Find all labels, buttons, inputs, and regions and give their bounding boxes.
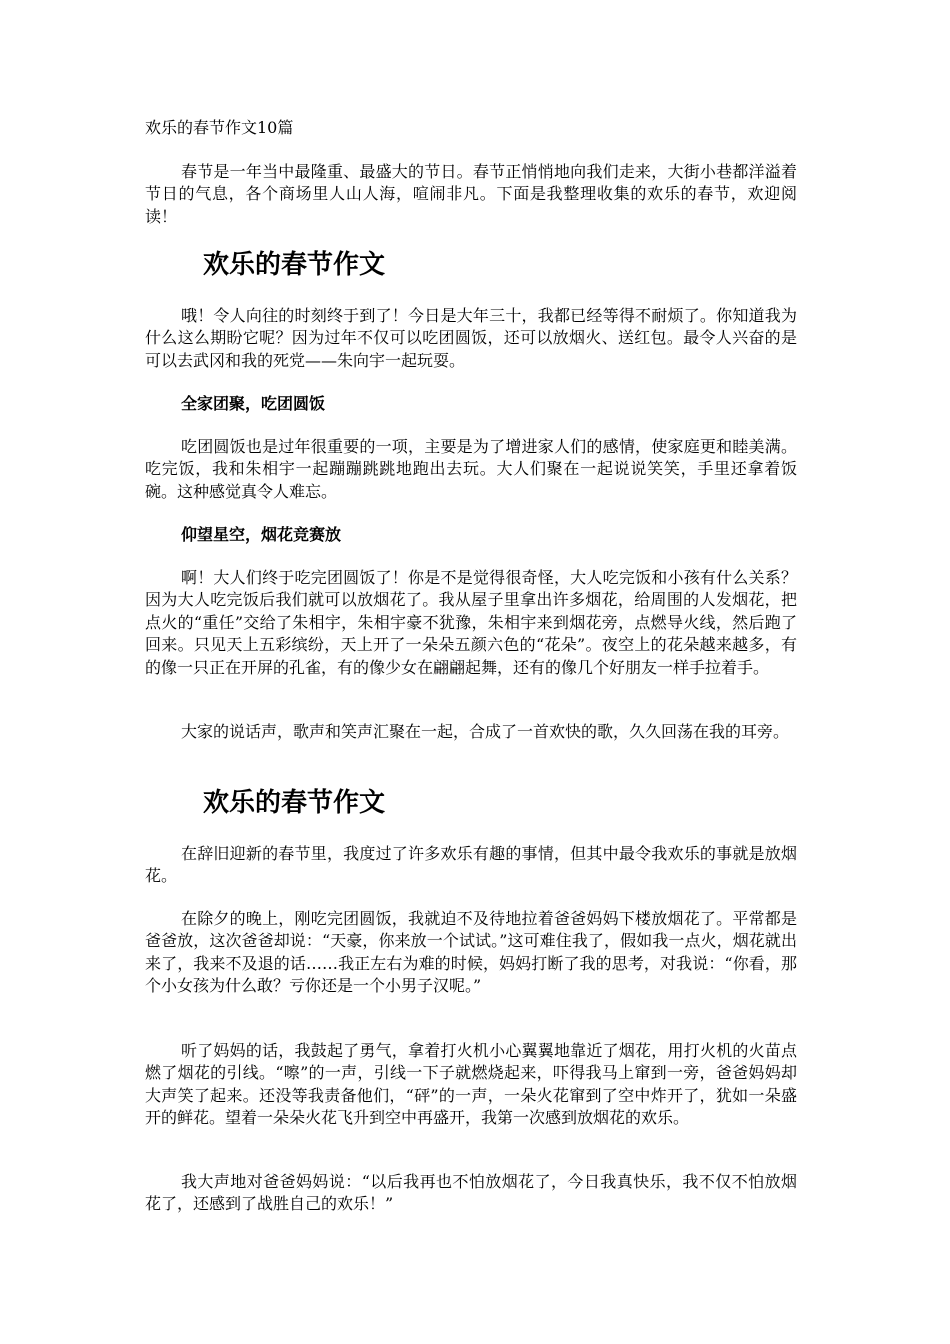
section-1-heading: 欢乐的春节作文	[203, 250, 386, 280]
section-2-paragraph-3: 听了妈妈的话，我鼓起了勇气，拿着打火机小心翼翼地靠近了烟花，用打火机的火苗点燃了烟花的引线。“嚓”的一声，引线一下子就燃烧起来，吓得我马上窜到一旁，爸爸妈妈却大声笑了起来。还没等我责备他们，“砰”的一声，一朵火花窜到了空中炸开了，犹如一朵盛开的鲜花。望着一朵朵火花飞升到空中再盛开，我第一次感到放烟花的欢乐。	[145, 1041, 797, 1128]
section-2-paragraph-1: 在辞旧迎新的春节里，我度过了许多欢乐有趣的事情，但其中最令我欢乐的事就是放烟花。	[145, 844, 797, 886]
section-1-paragraph-1: 哦！令人向往的时刻终于到了！今日是大年三十，我都已经等得不耐烦了。你知道我为什么这么期盼它呢？因为过年不仅可以吃团圆饭，还可以放烟火、送红包。最令人兴奋的是可以去武冈和我的死党——朱向宇一起玩耍。	[145, 306, 797, 370]
section-1-paragraph-3: 啊！大人们终于吃完团圆饭了！你是不是觉得很奇怪，大人吃完饭和小孩有什么关系？因为大人吃完饭后我们就可以放烟花了。我从屋子里拿出许多烟花，给周围的人发烟花，把点火的“重任”交给了朱相宇，朱相宇豪不犹豫，朱相宇来到烟花旁，点燃导火线，然后跑了回来。只见天上五彩缤纷，天上开了一朵朵五颜六色的“花朵”。夜空上的花朵越来越多，有的像一只正在开屏的孔雀，有的像少女在翩翩起舞，还有的像几个好朋友一样手拉着手。	[145, 568, 797, 677]
document-title: 欢乐的春节作文10篇	[145, 118, 294, 137]
section-1-paragraph-4: 大家的说话声，歌声和笑声汇聚在一起，合成了一首欢快的歌，久久回荡在我的耳旁。	[181, 722, 790, 741]
section-1-paragraph-2: 吃团圆饭也是过年很重要的一项，主要是为了增进家人们的感情，使家庭更和睦美满。吃完饭，我和朱相宇一起蹦蹦跳跳地跑出去玩。大人们聚在一起说说笑笑，手里还拿着饭碗。这种感觉真令人难忘。	[145, 437, 797, 501]
section-2-paragraph-4: 我大声地对爸爸妈妈说：“以后我再也不怕放烟花了，今日我真快乐，我不仅不怕放烟花了，还感到了战胜自己的欢乐！”	[145, 1172, 797, 1214]
section-2-paragraph-2: 在除夕的晚上，刚吃完团圆饭，我就迫不及待地拉着爸爸妈妈下楼放烟花了。平常都是爸爸放，这次爸爸却说：“天豪，你来放一个试试。”这可难住我了，假如我一点火，烟花就出来了，我来不及退的话……我正左右为难的时候，妈妈打断了我的思考，对我说：“你看，那个小女孩为什么敢？亏你还是一个小男子汉呢。”	[145, 909, 797, 996]
section-2-heading: 欢乐的春节作文	[203, 788, 386, 818]
section-1-subheading-1: 全家团聚，吃团圆饭	[181, 394, 326, 413]
section-1-subheading-2: 仰望星空，烟花竞赛放	[181, 525, 342, 544]
intro-paragraph: 春节是一年当中最隆重、最盛大的节日。春节正悄悄地向我们走来，大街小巷都洋溢着节日的气息，各个商场里人山人海，喧闹非凡。下面是我整理收集的欢乐的春节，欢迎阅读！	[145, 162, 797, 226]
